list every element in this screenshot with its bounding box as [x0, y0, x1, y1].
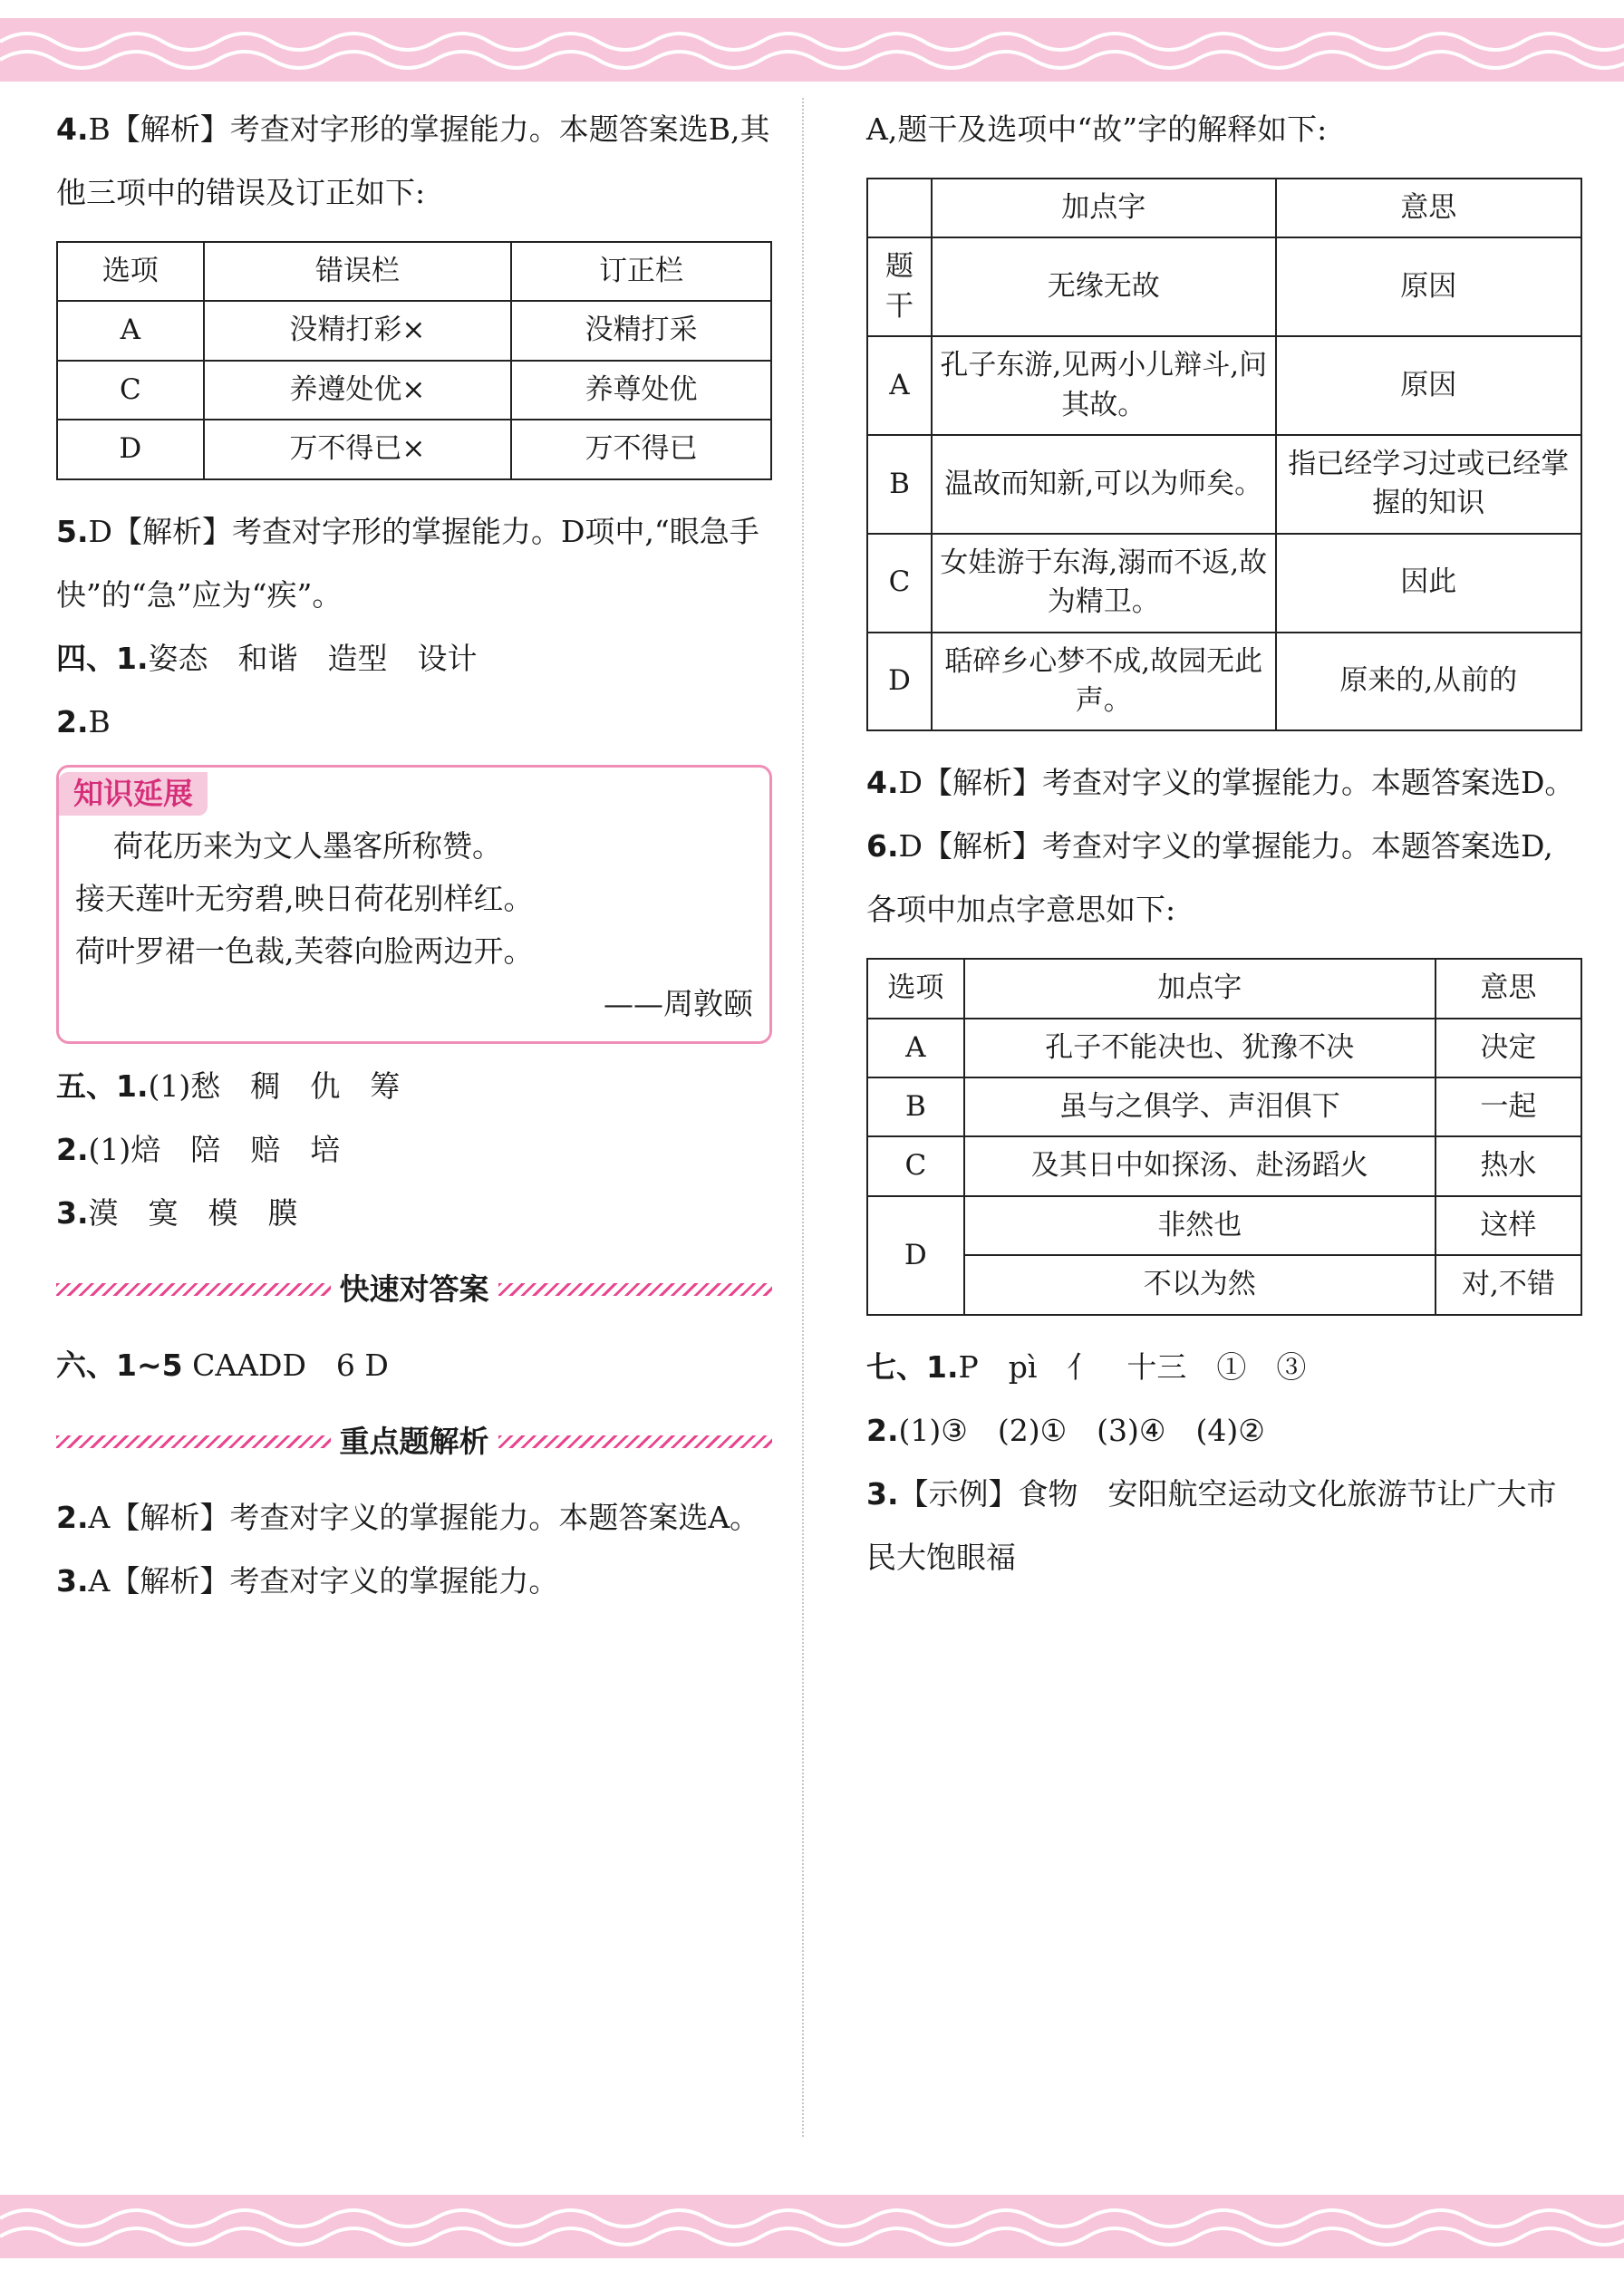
table-row: 题干 无缘无故 原因 [867, 237, 1581, 336]
quick-answer-bar: 快速对答案 [56, 1258, 772, 1321]
knowledge-box [56, 765, 772, 1044]
section-4: 四、1.姿态 和谐 造型 设计 [56, 640, 478, 676]
section-5-q2: 2.(1)焙 陪 赔 培 [56, 1131, 341, 1167]
key-answer-2: 2.A【解析】考查对字义的掌握能力。本题答案选A。 [56, 1499, 760, 1535]
left-column [56, 98, 772, 1613]
table-header: 选项 错误栏 订正栏 [57, 242, 771, 301]
table-row: B 温故而知新,可以为师矣。 指已经学习过或已经掌握的知识 [867, 435, 1581, 534]
right-answer-4: 4.D【解析】考查对字义的掌握能力。本题答案选D。 [866, 765, 1575, 801]
table-row: D 万不得已× 万不得已 [57, 420, 771, 478]
knowledge-author: ——周敦颐 [604, 985, 753, 1021]
correction-table [56, 241, 772, 480]
section-7-q1: 七、1.P pì 亻 十三 ① ③ [866, 1348, 1307, 1385]
top-wave-border [0, 18, 1624, 82]
section-4-q2: 2.B [56, 703, 111, 739]
dotted-word-table [866, 958, 1582, 1315]
bottom-wave-border [0, 2195, 1624, 2258]
table-row: C 及其日中如探汤、赴汤蹈火 热水 [867, 1136, 1581, 1195]
right-column [866, 98, 1582, 1589]
knowledge-line: 接天莲叶无穷碧,映日荷花别样红。 [75, 880, 534, 916]
section-7-q2: 2.(1)③ (2)① (3)④ (4)② [866, 1412, 1265, 1448]
section-5-q1: 五、1.(1)愁 稠 仇 筹 [56, 1068, 401, 1104]
table-header: 选项 加点字 意思 [867, 959, 1581, 1018]
table-row: C 女娃游于东海,溺而不返,故为精卫。 因此 [867, 534, 1581, 633]
table-row: A 孔子不能决也、犹豫不决 决定 [867, 1019, 1581, 1077]
right-intro: A,题干及选项中“故”字的解释如下: [866, 111, 1328, 147]
gu-meaning-table [866, 178, 1582, 731]
table-row: C 养遵处优× 养尊处优 [57, 361, 771, 420]
section-6: 六、1~5 CAADD 6 D [56, 1347, 389, 1383]
column-divider [802, 98, 804, 2137]
table-header: 加点字 意思 [867, 179, 1581, 237]
knowledge-line: 荷花历来为文人墨客所称赞。 [113, 827, 502, 864]
section-7-q3: 3.【示例】食物 安阳航空运动文化旅游节让广大市民大饱眼福 [866, 1475, 1557, 1575]
answer-4: 4.B【解析】考查对字形的掌握能力。本题答案选B,其他三项中的错误及订正如下: [56, 111, 770, 210]
answer-5: 5.D【解析】考查对字形的掌握能力。D项中,“眼急手快”的“急”应为“疾”。 [56, 513, 759, 613]
section-5-q3: 3.漠 寞 模 膜 [56, 1194, 298, 1231]
table-row: 不以为然 对,不错 [867, 1255, 1581, 1314]
knowledge-box-title: 知识延展 [59, 772, 208, 816]
table-row: B 虽与之俱学、声泪俱下 一起 [867, 1077, 1581, 1136]
key-answer-3: 3.A【解析】考查对字义的掌握能力。 [56, 1562, 559, 1599]
table-row: A 没精打彩× 没精打采 [57, 301, 771, 360]
knowledge-line: 荷叶罗裙一色裁,芙蓉向脸两边开。 [75, 932, 534, 969]
table-row: A 孔子东游,见两小儿辩斗,问其故。 原因 [867, 336, 1581, 435]
table-row: D 聒碎乡心梦不成,故园无此声。 原来的,从前的 [867, 633, 1581, 731]
key-analysis-bar: 重点题解析 [56, 1410, 772, 1473]
table-row: D 非然也 这样 [867, 1196, 1581, 1255]
right-answer-6: 6.D【解析】考查对字义的掌握能力。本题答案选D,各项中加点字意思如下: [866, 828, 1553, 928]
